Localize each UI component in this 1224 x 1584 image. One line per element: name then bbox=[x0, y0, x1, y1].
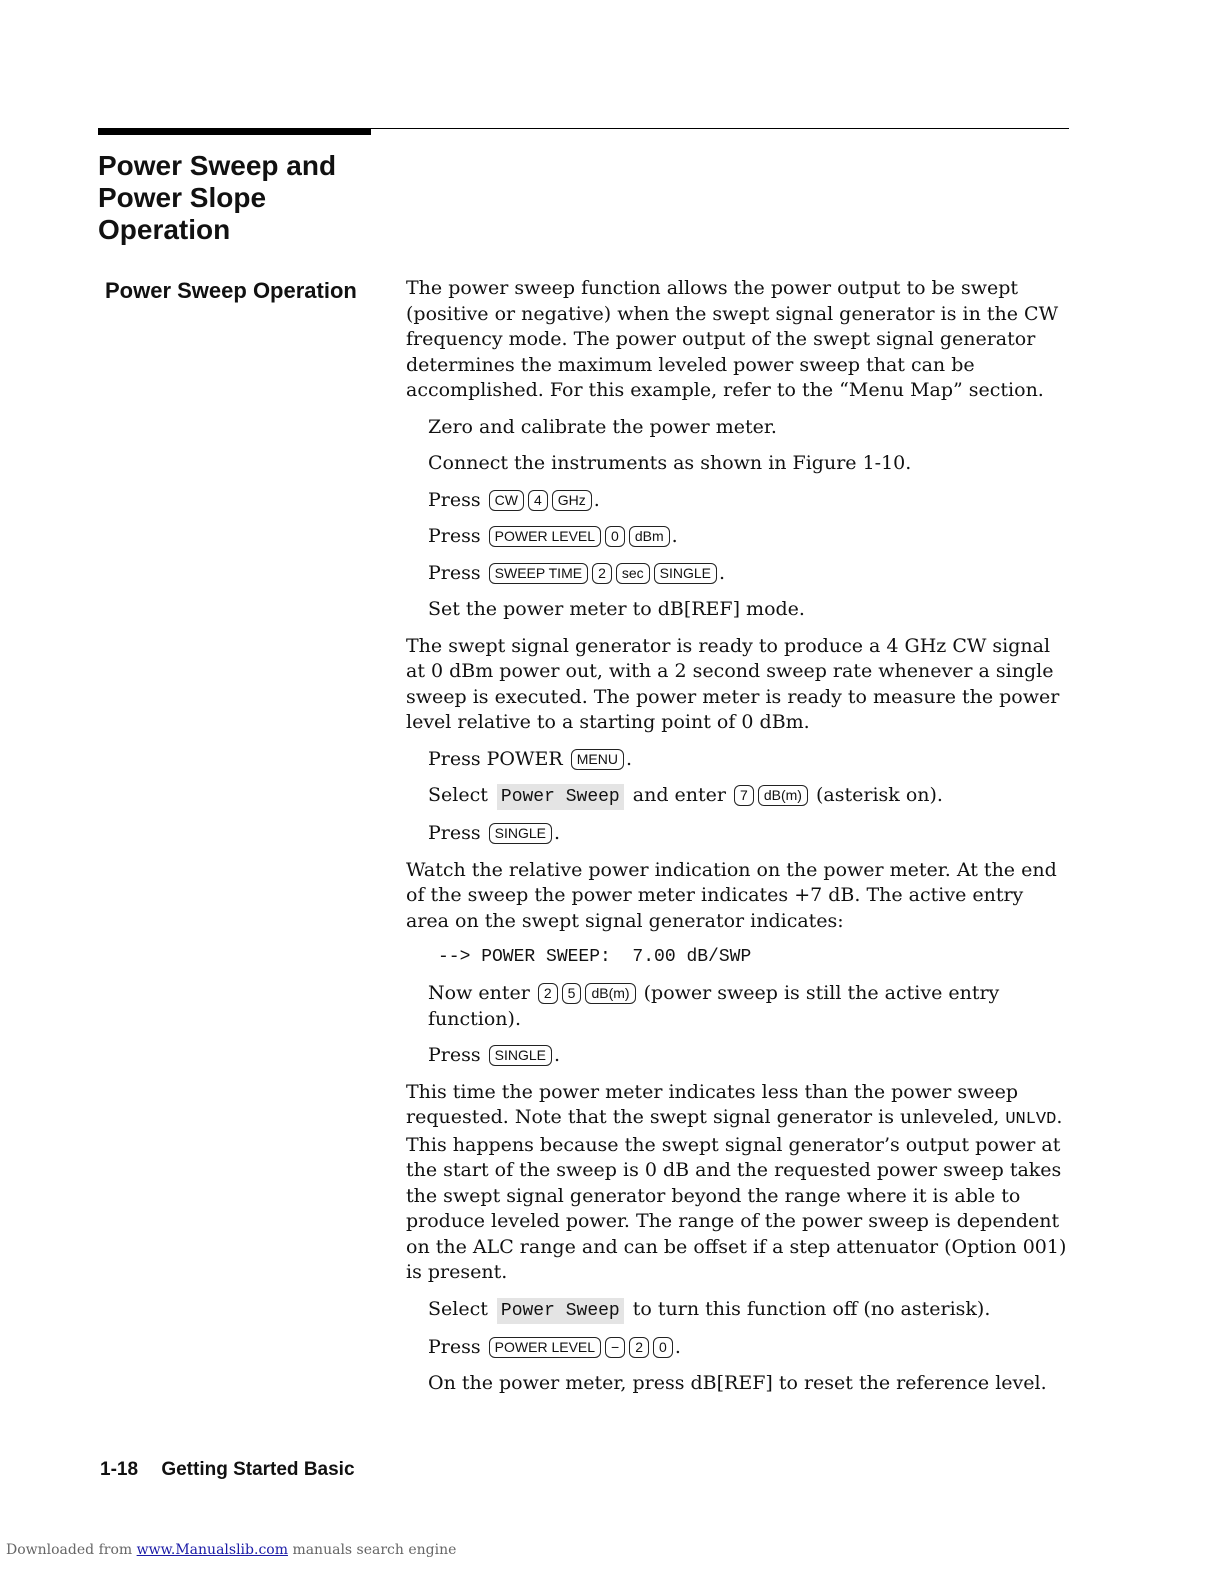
ready-paragraph: The swept signal generator is ready to produce a 4 GHz CW signal at 0 dBm power out, with a 2 second sweep rate whenever a single sweep is executed. The power meter is ready to measure the power level relative to a starting point of 0 dBm. bbox=[406, 634, 1060, 733]
active-entry-display: --> POWER SWEEP: 7.00 dB/SWP bbox=[438, 947, 752, 967]
paragraph-text: This time the power meter indicates less than the power sweep requested. Note that the swept signal generator is unleveled, bbox=[406, 1080, 1019, 1128]
step-verb: Select bbox=[428, 784, 488, 806]
sweep-time-key: SWEEP TIME bbox=[489, 563, 588, 584]
download-notice bbox=[6, 1542, 456, 1558]
step-text: (asterisk on). bbox=[816, 784, 943, 806]
step-zero-meter: Zero and calibrate the power meter. bbox=[428, 415, 777, 438]
dbm-key: dBm bbox=[629, 526, 670, 547]
step-end: . bbox=[626, 747, 633, 770]
chapter-title bbox=[98, 150, 398, 246]
step-verb: Now enter bbox=[428, 982, 530, 1004]
single-key: SINGLE bbox=[654, 563, 717, 584]
digit-0-key: 0 bbox=[605, 526, 625, 547]
power-level-key: POWER LEVEL bbox=[489, 1337, 601, 1358]
step-now-enter bbox=[428, 981, 1071, 1032]
digit-0-key: 0 bbox=[653, 1337, 673, 1358]
manualslib-link[interactable]: www.Manualslib.com bbox=[136, 1542, 288, 1558]
step-verb: Press POWER bbox=[428, 747, 563, 770]
step-text: to turn this function off (no asterisk). bbox=[632, 1297, 991, 1320]
single-key: SINGLE bbox=[489, 1045, 552, 1066]
power-level-key: POWER LEVEL bbox=[489, 526, 601, 547]
step-text: and enter bbox=[632, 784, 726, 806]
header-rule-thin bbox=[371, 128, 1069, 129]
intro-paragraph: The power sweep function allows the power output to be swept (positive or negative) when the swept signal generator is in the CW frequency mode. The power output of the swept signal generator determines the maximum leveled power sweep that can be accomplished. For this example, refer to the “Menu Map” section. bbox=[406, 277, 1059, 401]
digit-5-key: 5 bbox=[562, 983, 582, 1004]
chapter-title-line: Power Sweep and bbox=[98, 150, 337, 181]
section-title: Power Sweep Operation bbox=[105, 278, 357, 303]
step-select-power-sweep-off bbox=[428, 1297, 1071, 1324]
paragraph-text: . This happens because the swept signal generator’s output power at the start of the sweep is 0 dB and the requested power sweep takes the swept signal generator beyond the range where it is able to produce leveled power. The range of the power sweep is dependent on the ALC range and can be offset if a step attenuator (Option 001) is present. bbox=[406, 1106, 1067, 1283]
watch-paragraph: Watch the relative power indication on the power meter. At the end of the sweep the power meter indicates +7 dB. The active entry area on the swept signal generator indicates: bbox=[406, 858, 1057, 932]
step-end: . bbox=[671, 525, 678, 547]
step-set-meter: Set the power meter to dB[REF] mode. bbox=[428, 598, 805, 620]
step-press-menu bbox=[428, 747, 1071, 773]
step-end: . bbox=[719, 561, 726, 584]
menu-key: MENU bbox=[571, 749, 624, 770]
download-prefix: Downloaded from bbox=[6, 1542, 133, 1558]
step-verb: Press bbox=[428, 561, 481, 584]
step-verb: Select bbox=[428, 1297, 488, 1320]
step-reset-reference: On the power meter, press dB[REF] to reset the reference level. bbox=[428, 1372, 1047, 1394]
unlvd-indicator: UNLVD bbox=[1005, 1110, 1057, 1129]
step-verb: Press bbox=[428, 1335, 481, 1358]
step-connect: Connect the instruments as shown in Figure 1-10. bbox=[428, 452, 912, 474]
digit-2-key: 2 bbox=[629, 1337, 649, 1358]
step-verb: Press bbox=[428, 822, 481, 844]
step-select-power-sweep bbox=[428, 783, 1071, 810]
step-verb: Press bbox=[428, 525, 481, 547]
step-text: (power sweep is still the active entry function). bbox=[428, 982, 1000, 1030]
step-press-single bbox=[428, 1043, 1071, 1069]
minus-key: − bbox=[605, 1337, 625, 1358]
cw-key: CW bbox=[489, 490, 524, 511]
chapter-title-line: Operation bbox=[98, 214, 231, 245]
header-rule-thick bbox=[98, 128, 371, 135]
download-suffix: manuals search engine bbox=[292, 1542, 457, 1558]
chapter-title-line: Power Slope bbox=[98, 182, 267, 213]
step-verb: Press bbox=[428, 488, 481, 511]
digit-7-key: 7 bbox=[734, 785, 754, 806]
power-sweep-softkey: Power Sweep bbox=[497, 784, 624, 810]
digit-4-key: 4 bbox=[528, 490, 548, 511]
digit-2-key: 2 bbox=[538, 983, 558, 1004]
page-number: 1-18 bbox=[100, 1459, 139, 1480]
digit-2-key: 2 bbox=[592, 563, 612, 584]
sec-key: sec bbox=[616, 563, 650, 584]
step-end: . bbox=[554, 1044, 561, 1066]
step-end: . bbox=[593, 488, 600, 511]
single-key: SINGLE bbox=[489, 823, 552, 844]
step-verb: Press bbox=[428, 1044, 481, 1066]
ghz-key: GHz bbox=[552, 490, 592, 511]
db-m-key: dB(m) bbox=[585, 983, 635, 1004]
step-press-power-level bbox=[428, 524, 1071, 550]
step-end: . bbox=[674, 1335, 681, 1358]
step-press-power-level-minus bbox=[428, 1335, 1071, 1361]
page-footer bbox=[100, 1459, 355, 1481]
step-press-cw bbox=[428, 488, 1071, 514]
step-press-sweep-time bbox=[428, 561, 1071, 587]
power-sweep-softkey: Power Sweep bbox=[497, 1298, 624, 1324]
unleveled-paragraph bbox=[406, 1080, 1071, 1286]
step-end: . bbox=[554, 822, 561, 844]
footer-title: Getting Started Basic bbox=[161, 1459, 355, 1480]
main-content bbox=[406, 276, 1071, 1408]
db-m-key: dB(m) bbox=[758, 785, 808, 806]
step-press-single bbox=[428, 821, 1071, 847]
